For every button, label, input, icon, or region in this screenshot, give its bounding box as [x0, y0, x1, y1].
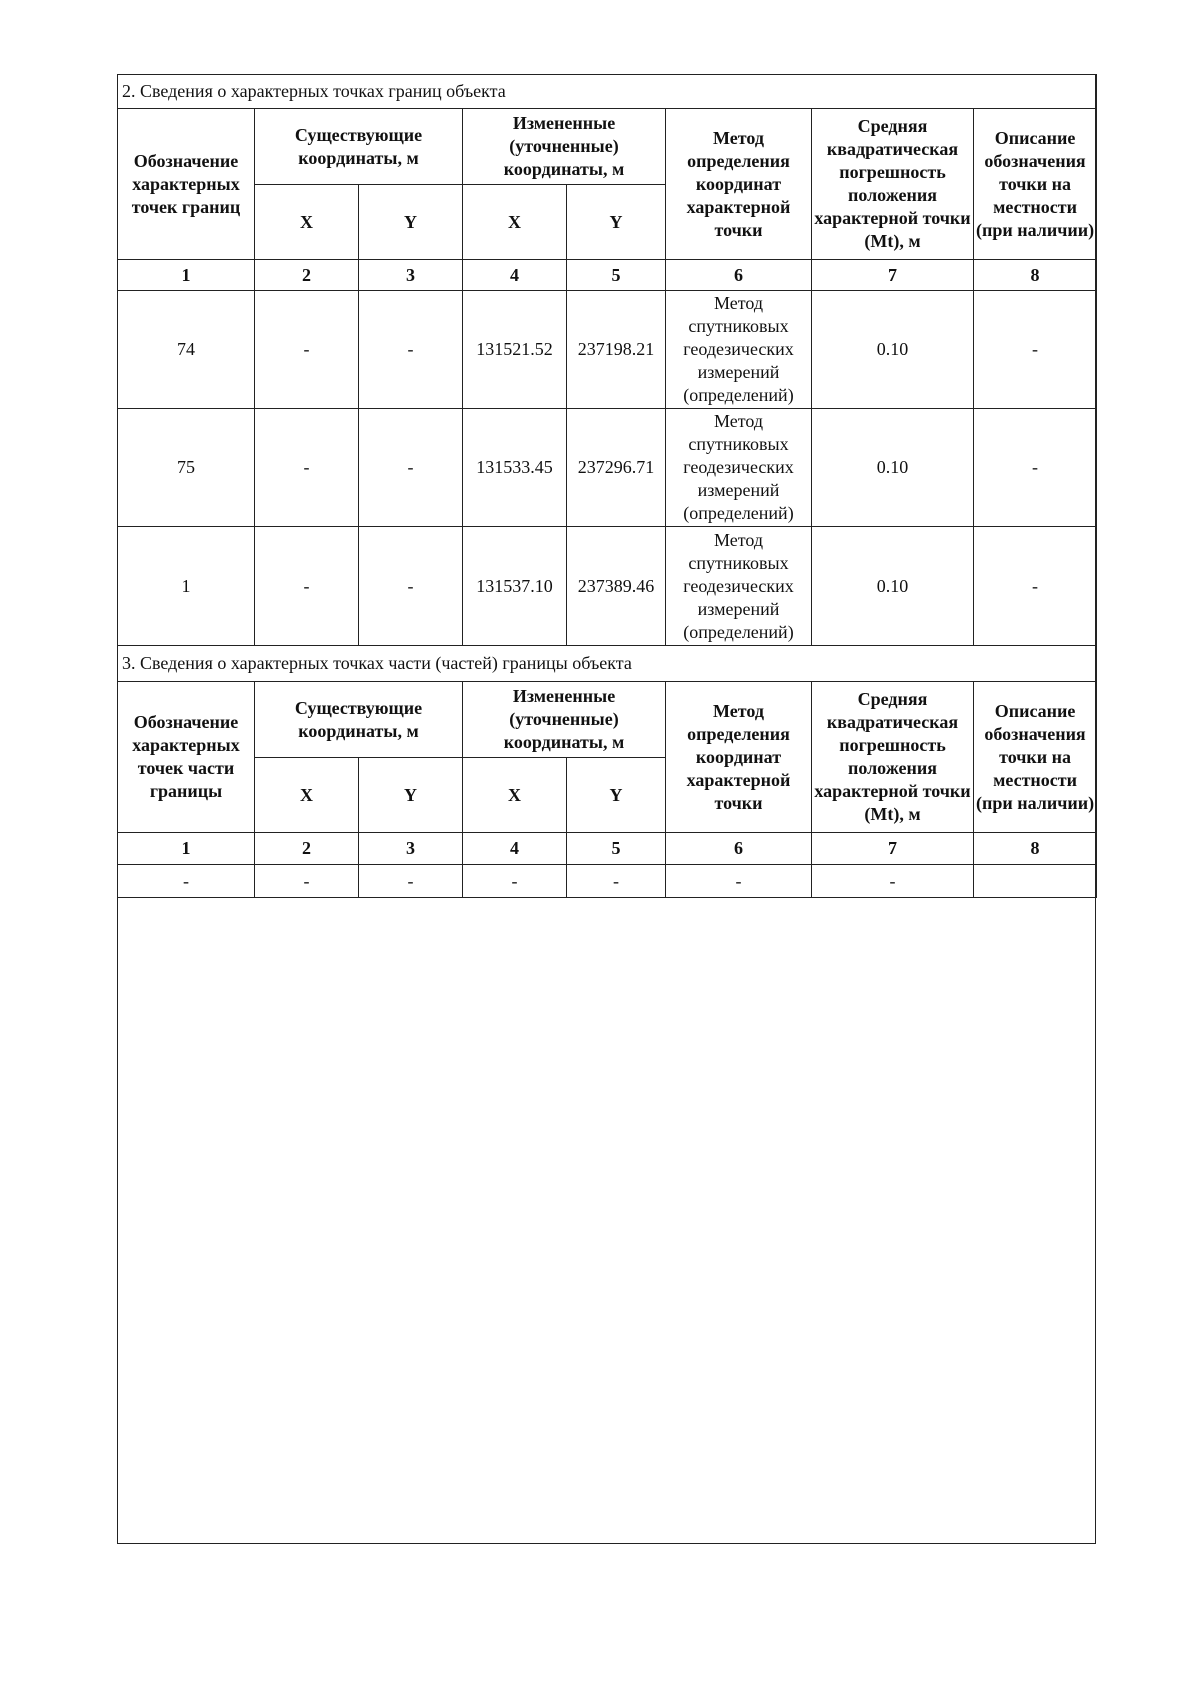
header-changed-x: X	[463, 185, 567, 260]
existing-y: -	[359, 527, 463, 646]
existing-y: -	[359, 865, 463, 898]
column-number: 4	[463, 260, 567, 291]
table-row	[118, 409, 1097, 527]
point-description: -	[974, 291, 1097, 409]
existing-x: -	[255, 291, 359, 409]
column-number: 2	[255, 260, 359, 291]
header-existing-x: X	[255, 185, 359, 260]
error-mt: 0.10	[812, 527, 974, 646]
header-method: Метод определения координат характерной точки	[666, 682, 812, 833]
column-number: 2	[255, 833, 359, 865]
header-changed-coords: Измененные (уточненные) координаты, м	[463, 682, 666, 758]
header-description: Описание обозначения точки на местности (при наличии)	[974, 109, 1097, 260]
boundary-part-points-table	[117, 645, 1097, 898]
changed-x: 131537.10	[463, 527, 567, 646]
column-number: 8	[974, 260, 1097, 291]
column-number: 6	[666, 833, 812, 865]
section-3-title: 3. Сведения о характерных точках части (частей) границы объекта	[118, 646, 1097, 682]
point-number: -	[118, 865, 255, 898]
point-number: 1	[118, 527, 255, 646]
section-2-title: 2. Сведения о характерных точках границ объекта	[118, 75, 1097, 109]
changed-x: -	[463, 865, 567, 898]
header-changed-y: Y	[567, 758, 666, 833]
column-number: 5	[567, 260, 666, 291]
error-mt: -	[812, 865, 974, 898]
changed-y: 237198.21	[567, 291, 666, 409]
changed-x: 131521.52	[463, 291, 567, 409]
changed-y: 237296.71	[567, 409, 666, 527]
point-description: -	[974, 409, 1097, 527]
header-method: Метод определения координат характерной точки	[666, 109, 812, 260]
column-number: 6	[666, 260, 812, 291]
header-error: Средняя квадратическая погрешность положения характерной точки (Mt), м	[812, 682, 974, 833]
existing-y: -	[359, 291, 463, 409]
column-number: 4	[463, 833, 567, 865]
changed-y: 237389.46	[567, 527, 666, 646]
header-description: Описание обозначения точки на местности (при наличии)	[974, 682, 1097, 833]
existing-x: -	[255, 527, 359, 646]
method: Метод спутниковых геодезических измерений (определений)	[666, 527, 812, 646]
column-number: 3	[359, 260, 463, 291]
header-error: Средняя квадратическая погрешность положения характерной точки (Mt), м	[812, 109, 974, 260]
header-existing-coords: Существующие координаты, м	[255, 682, 463, 758]
error-mt: 0.10	[812, 291, 974, 409]
column-number: 7	[812, 833, 974, 865]
changed-x: 131533.45	[463, 409, 567, 527]
existing-x: -	[255, 865, 359, 898]
header-designation: Обозначение характерных точек части границы	[118, 682, 255, 833]
boundary-points-table	[117, 74, 1097, 646]
point-description: -	[974, 527, 1097, 646]
point-number: 75	[118, 409, 255, 527]
header-changed-x: X	[463, 758, 567, 833]
table-row	[118, 865, 1097, 898]
header-designation: Обозначение характерных точек границ	[118, 109, 255, 260]
error-mt: 0.10	[812, 409, 974, 527]
column-number: 7	[812, 260, 974, 291]
method: Метод спутниковых геодезических измерений (определений)	[666, 409, 812, 527]
table-row	[118, 291, 1097, 409]
table-row	[118, 527, 1097, 646]
column-number: 5	[567, 833, 666, 865]
header-existing-x: X	[255, 758, 359, 833]
method: -	[666, 865, 812, 898]
header-existing-y: Y	[359, 185, 463, 260]
header-changed-y: Y	[567, 185, 666, 260]
point-description	[974, 865, 1097, 898]
changed-y: -	[567, 865, 666, 898]
column-number: 8	[974, 833, 1097, 865]
header-existing-y: Y	[359, 758, 463, 833]
point-number: 74	[118, 291, 255, 409]
header-existing-coords: Существующие координаты, м	[255, 109, 463, 185]
column-number: 1	[118, 260, 255, 291]
header-changed-coords: Измененные (уточненные) координаты, м	[463, 109, 666, 185]
column-number: 3	[359, 833, 463, 865]
existing-x: -	[255, 409, 359, 527]
existing-y: -	[359, 409, 463, 527]
method: Метод спутниковых геодезических измерений (определений)	[666, 291, 812, 409]
column-number: 1	[118, 833, 255, 865]
